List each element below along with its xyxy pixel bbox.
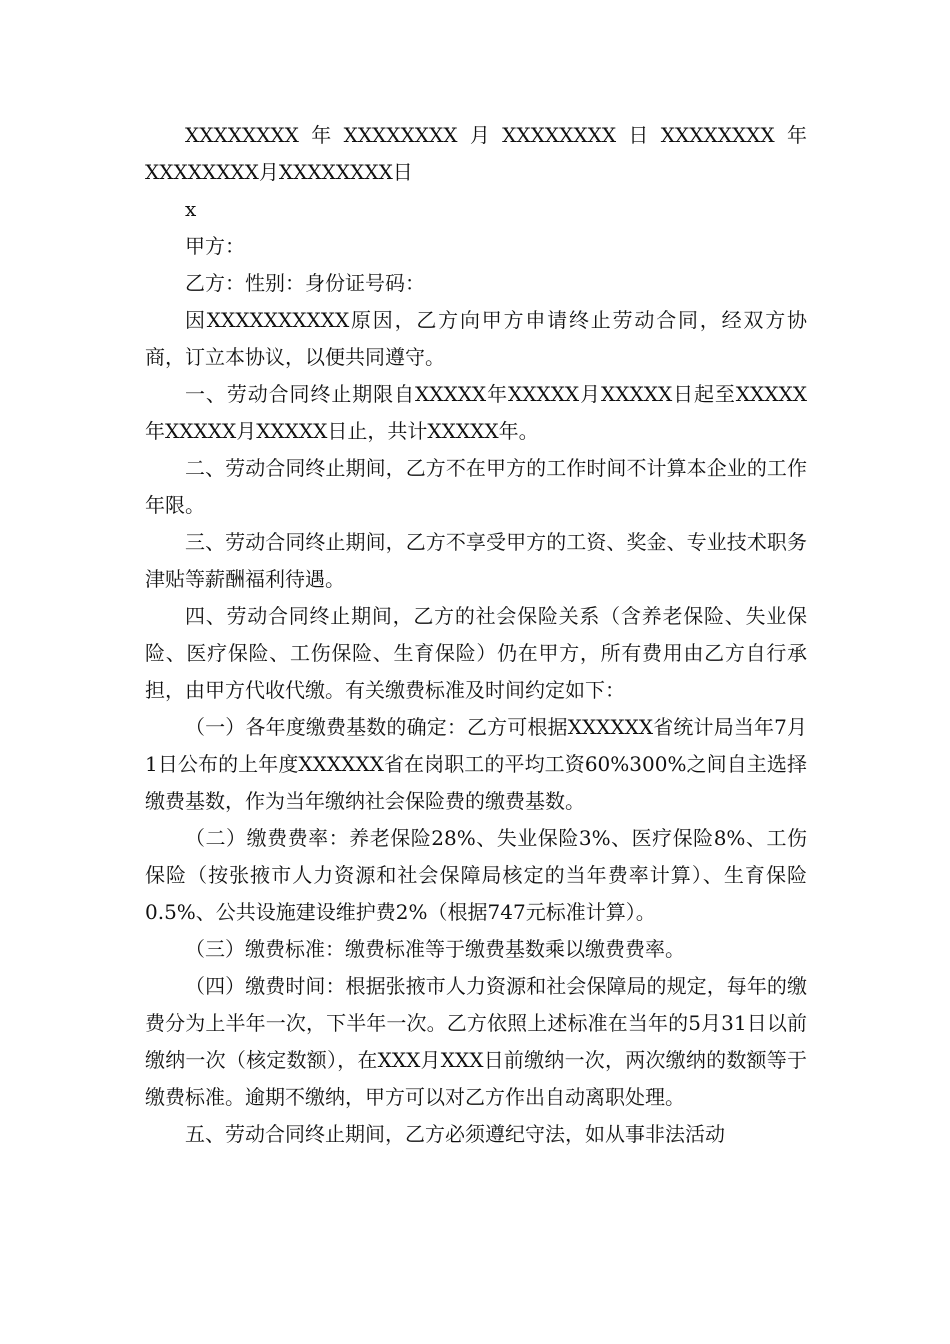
party-a-line: 甲方： <box>185 234 245 258</box>
clause-1: 一、劳动合同终止期限自XXXXX年XXXXX月XXXXX日起至XXXXX年XXXXX月XXXXX日止，共计XXXXX年。 <box>145 382 807 443</box>
clause-4-sub-1: （一）各年度缴费基数的确定：乙方可根据XXXXXX省统计局当年7月1日公布的上年度XXXXXX省在岗职工的平均工资60%300%之间自主选择缴费基数，作为当年缴纳社会保险费的缴费基数。 <box>145 715 807 813</box>
preamble-paragraph: 因XXXXXXXXXX原因，乙方向甲方申请终止劳动合同，经双方协商，订立本协议，以便共同遵守。 <box>145 308 807 369</box>
date-line: XXXXXXXX年XXXXXXXX月XXXXXXXX日XXXXXXXX年XXXXXXXX月XXXXXXXX日 <box>145 123 807 184</box>
document-body <box>145 117 807 1153</box>
placeholder-line: x <box>185 197 197 221</box>
clause-5: 五、劳动合同终止期间，乙方必须遵纪守法，如从事非法活动 <box>185 1122 725 1146</box>
clause-4-sub-4: （四）缴费时间：根据张掖市人力资源和社会保障局的规定，每年的缴费分为上半年一次，下半年一次。乙方依照上述标准在当年的5月31日以前缴纳一次（核定数额），在XXX月XXX日前缴纳一次，两次缴纳的数额等于缴费标准。逾期不缴纳，甲方可以对乙方作出自动离职处理。 <box>145 974 807 1109</box>
clause-2: 二、劳动合同终止期间，乙方不在甲方的工作时间不计算本企业的工作年限。 <box>145 456 807 517</box>
clause-3: 三、劳动合同终止期间，乙方不享受甲方的工资、奖金、专业技术职务津贴等薪酬福利待遇。 <box>145 530 807 591</box>
clause-4-sub-3: （三）缴费标准：缴费标准等于缴费基数乘以缴费费率。 <box>185 937 685 961</box>
party-b-line: 乙方：性别：身份证号码： <box>185 271 425 295</box>
clause-4: 四、劳动合同终止期间，乙方的社会保险关系（含养老保险、失业保险、医疗保险、工伤保险、生育保险）仍在甲方，所有费用由乙方自行承担，由甲方代收代缴。有关缴费标准及时间约定如下： <box>145 604 807 702</box>
clause-4-sub-2: （二）缴费费率：养老保险28%、失业保险3%、医疗保险8%、工伤保险（按张掖市人力资源和社会保障局核定的当年费率计算）、生育保险0.5%、公共设施建设维护费2%（根据747元标准计算）。 <box>145 826 807 924</box>
